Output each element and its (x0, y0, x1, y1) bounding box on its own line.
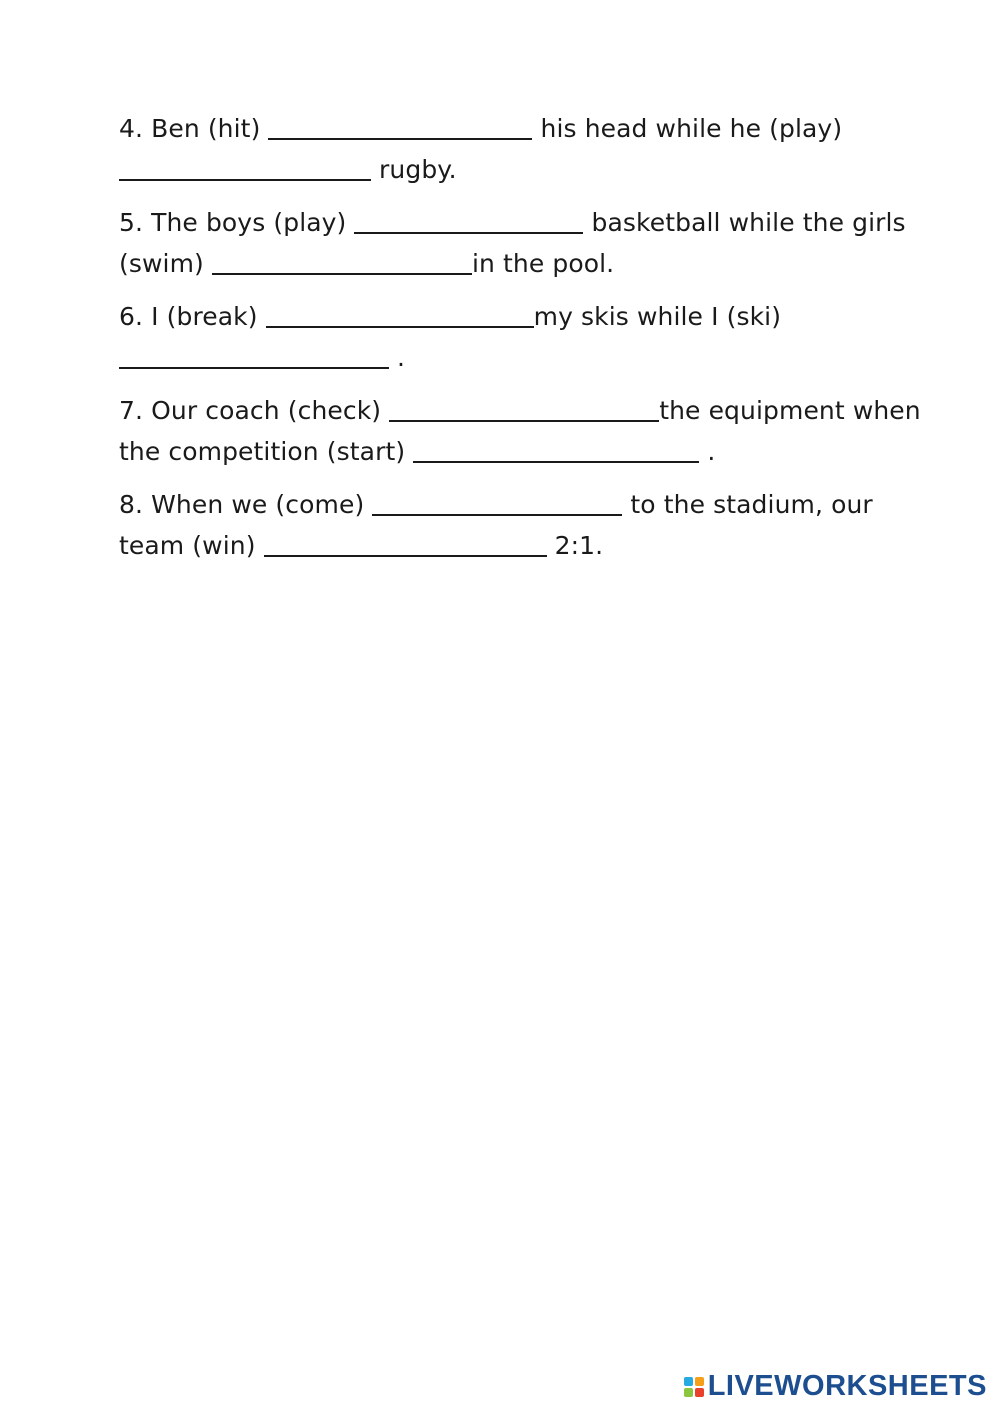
exercise-8 (119, 484, 919, 566)
exercise-line (119, 337, 919, 378)
exercise-line (119, 108, 919, 149)
exercise-7 (119, 390, 919, 472)
prompt-text: . (699, 437, 716, 466)
answer-blank[interactable] (266, 302, 534, 328)
exercise-line (119, 431, 919, 472)
prompt-text: 2:1. (546, 531, 604, 560)
liveworksheets-logo-icon (684, 1377, 704, 1397)
prompt-text: in the pool. (471, 249, 615, 278)
liveworksheets-logo[interactable] (684, 1370, 987, 1403)
exercise-line (119, 484, 919, 525)
logo-square (684, 1388, 693, 1397)
prompt-text: to the stadium, our (622, 490, 873, 519)
answer-blank[interactable] (389, 396, 659, 422)
prompt-text: . (389, 343, 406, 372)
exercise-line (119, 149, 919, 190)
exercise-6 (119, 296, 919, 378)
prompt-text: 6. I (break) (119, 302, 266, 331)
answer-blank[interactable] (413, 437, 699, 463)
prompt-text: basketball while the girls (583, 208, 906, 237)
prompt-text: rugby. (371, 155, 457, 184)
exercise-line (119, 243, 919, 284)
prompt-text: the competition (start) (119, 437, 414, 466)
answer-blank[interactable] (354, 208, 583, 234)
prompt-text: his head while he (play) (532, 114, 843, 143)
prompt-text: my skis while I (ski) (533, 302, 782, 331)
prompt-text: 7. Our coach (check) (119, 396, 390, 425)
worksheet (119, 108, 919, 578)
prompt-text: 4. Ben (hit) (119, 114, 269, 143)
answer-blank[interactable] (119, 343, 389, 369)
answer-blank[interactable] (264, 531, 547, 557)
logo-square (695, 1377, 704, 1386)
answer-blank[interactable] (212, 249, 472, 275)
answer-blank[interactable] (372, 490, 622, 516)
answer-blank[interactable] (268, 114, 532, 140)
exercise-line (119, 390, 919, 431)
prompt-text: 5. The boys (play) (119, 208, 355, 237)
logo-square (684, 1377, 693, 1386)
exercise-5 (119, 202, 919, 284)
prompt-text: 8. When we (come) (119, 490, 373, 519)
prompt-text: (swim) (119, 249, 212, 278)
exercise-line (119, 525, 919, 566)
exercise-4 (119, 108, 919, 190)
exercise-line (119, 296, 919, 337)
answer-blank[interactable] (119, 155, 371, 181)
exercise-line (119, 202, 919, 243)
logo-square (695, 1388, 704, 1397)
prompt-text: the equipment when (659, 396, 921, 425)
brand-name: LIVEWORKSHEETS (707, 1370, 987, 1402)
prompt-text: team (win) (119, 531, 264, 560)
